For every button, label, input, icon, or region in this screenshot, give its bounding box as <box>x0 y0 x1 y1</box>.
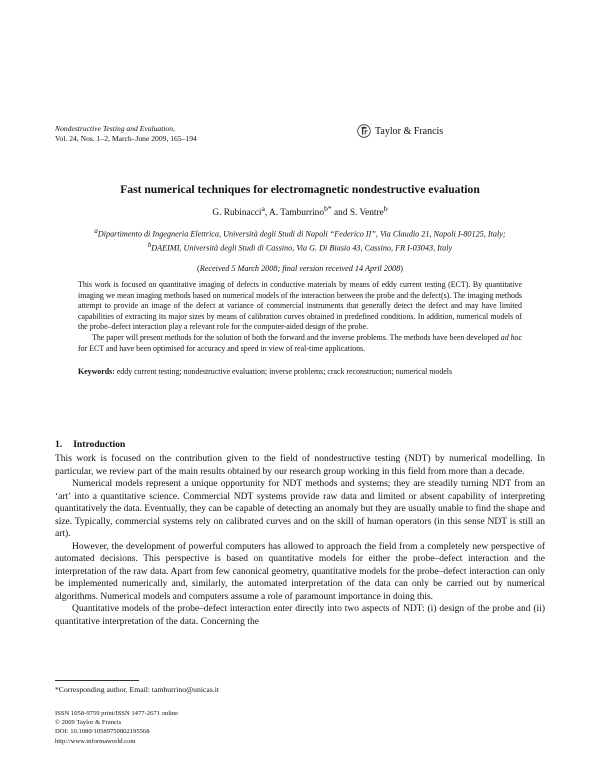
author-name: S. Ventre <box>349 208 384 219</box>
author-list <box>55 204 545 218</box>
journal-volume-info: Vol. 24, Nos. 1–2, March–June 2009, 165–194 <box>55 133 197 143</box>
affiliation-marker: a <box>94 228 98 235</box>
keywords <box>78 367 522 378</box>
publisher-branding <box>357 124 443 138</box>
paren-open: ( <box>197 264 200 273</box>
footnote-divider <box>55 680 139 681</box>
affiliation-marker: b <box>147 242 152 250</box>
body-paragraph: Quantitative models of the probe–defect interaction enter directly into two aspects of NDT: (i) design of the probe and (ii) quantitative interpretation of the data. Concerning the <box>55 604 545 627</box>
body-paragraph: However, the development of powerful computers has allowed to approach the field from a completely new perspective of automated decisions. This perspective is based on quantitative models for either the probe–defect interaction and the interpretation of the raw data. Apart from few canonical geometry, quantitative models for the probe–defect interaction can only be implemented numerically and, similarly, the automated interpretation of the data can only be carried out by numerical algorithms. Numerical models and computers assume a role of paramount importance in doing this. <box>55 541 545 602</box>
author-affiliation-marker: a <box>261 204 265 213</box>
website-link[interactable]: http://www.informaworld.com <box>55 737 136 745</box>
author-affiliation-marker: b <box>383 204 388 213</box>
taylor-francis-logo-icon <box>357 124 371 138</box>
paren-close: ) <box>400 264 403 273</box>
abstract-emphasis: ad hoc <box>500 332 523 342</box>
journal-name: Nondestructive Testing and Evaluation, <box>55 124 175 133</box>
author-separator: and <box>331 208 350 219</box>
author-name: A. Tamburrino <box>269 208 324 219</box>
received-text: Received 5 March 2008; final version received 14 April 2008 <box>199 264 401 273</box>
abstract-paragraph: This work is focused on quantitative imaging of defects in conductive materials by means of eddy current testing (ECT). By quantitative imaging we mean imaging methods based on numerical models of the interaction between the probe and the defect(s). The imaging methods attempt to provide an image of the defect at variance of commercial instruments that generally detect the defect and may have limited capabilities of extracting its major sizes by means of calibration curves obtained in predefined conditions. In addition, numerical models of the probe–defect interaction play a relevant role for the computer-aided design of the probe. <box>78 280 522 332</box>
copyright-line: © 2009 Taylor & Francis <box>55 719 122 727</box>
keywords-label: Keywords: <box>78 367 115 376</box>
abstract <box>78 280 522 354</box>
abstract-text: The paper will present methods for the solution of both the forward and the inverse problems. The methods have been developed <box>92 332 501 342</box>
affiliations <box>85 226 515 254</box>
body-paragraph: Numerical models represent a unique opportunity for NDT methods and systems; they are steadily turning NDT from an ‘art’ into a quantitative science. Commercial NDT systems provide raw data and limited or absent capability of interpreting quantitatively the data. Eventually, they can be capable of detecting an anomaly but they are usually unable to find the shape and size. Typically, commercial systems rely on calibrated curves and on the skill of human operators (in this sense NDT is still an art). <box>55 479 545 539</box>
author-affiliation-marker: b* <box>323 204 332 213</box>
publisher-name: Taylor & Francis <box>375 125 444 137</box>
section-number: 1. <box>55 439 63 450</box>
issn-line: ISSN 1058-9759 print/ISSN 1477-2671 online <box>55 710 179 717</box>
doi-line: DOI: 10.1080/10589750802195568 <box>55 728 150 736</box>
section-title: Introduction <box>73 439 126 450</box>
author-name: G. Rubinacci <box>212 208 262 219</box>
abstract-text: for ECT and have been optimised for accuracy and speed in view of real-time applications. <box>78 343 366 353</box>
article-title: Fast numerical techniques for electromagnetic nondestructive evaluation <box>120 183 480 196</box>
received-dates <box>55 264 545 273</box>
corresponding-author-footnote: *Corresponding author. Email: tamburrino@unicas.it <box>55 685 220 694</box>
keywords-text: eddy current testing; nondestructive evaluation; inverse problems; crack reconstruction; numerical models <box>114 367 453 376</box>
section-heading <box>55 439 125 450</box>
body-text <box>55 453 545 628</box>
publication-metadata <box>55 709 178 746</box>
journal-header <box>55 124 197 143</box>
affiliation-text: Dipartimento di Ingegneria Elettrica, Università degli Studi di Napoli “Federico II”, Via Claudio 21, Napoli I-80125, Italy; <box>97 229 506 239</box>
affiliation-text: DAEIMI, Università degli Studi di Cassino, Via G. Di Biasio 43, Cassino, FR I-03043, Italy <box>151 243 453 253</box>
abstract-paragraph <box>78 333 522 354</box>
body-paragraph: This work is focused on the contribution given to the field of nondestructive testing (NDT) by numerical modelling. In particular, we review part of the main results obtained by our research group working in this field from more than a decade. <box>55 454 545 477</box>
author-separator: , <box>264 208 270 219</box>
